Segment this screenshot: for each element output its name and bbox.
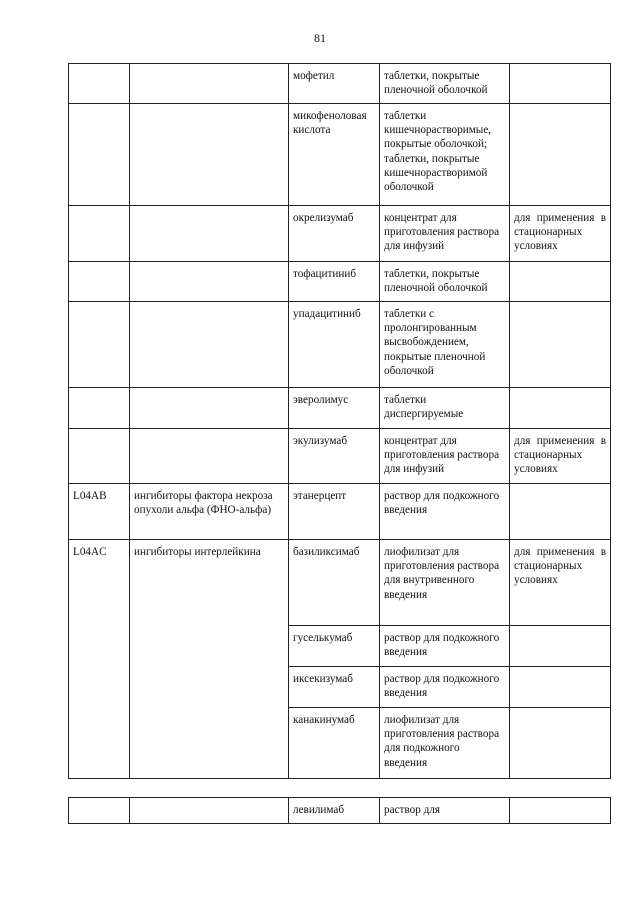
note-cell: для применения в стационарных условиях [510, 206, 611, 262]
note-cell [510, 388, 611, 429]
atc-code-cell [69, 798, 130, 824]
group-cell [130, 388, 289, 429]
group-cell: ингибиторы фактора некроза опухоли альфа (ФНО-альфа) [130, 484, 289, 540]
table-row [69, 104, 611, 206]
drug-name-cell: мофетил [289, 64, 380, 104]
note-cell [510, 798, 611, 824]
note-cell [510, 104, 611, 206]
dosage-form-cell: раствор для подкожного введения [380, 626, 510, 667]
page-number: 81 [314, 31, 326, 45]
atc-code-cell [69, 64, 130, 104]
note-cell: для применения в стационарных условиях [510, 540, 611, 626]
drug-name-cell: иксекизумаб [289, 667, 380, 708]
drug-table [68, 63, 611, 779]
table-row [69, 429, 611, 484]
dosage-form-cell: лиофилизат для приготовления раствора для подкожного введения [380, 708, 510, 779]
atc-code-cell [69, 206, 130, 262]
drug-name-cell: тофацитиниб [289, 262, 380, 302]
note-cell [510, 64, 611, 104]
note-cell [510, 302, 611, 388]
atc-code-cell [69, 302, 130, 388]
note-cell [510, 667, 611, 708]
group-cell [130, 302, 289, 388]
table-row [69, 302, 611, 388]
table-row [69, 262, 611, 302]
drug-name-cell: эверолимус [289, 388, 380, 429]
note-cell [510, 262, 611, 302]
drug-name-cell: канакинумаб [289, 708, 380, 779]
table-row [69, 798, 611, 824]
table-row [69, 388, 611, 429]
dosage-form-cell: таблетки кишечнорастворимые, покрытые оболочкой; таблетки, покрытые кишечнорастворимой оболочкой [380, 104, 510, 206]
atc-code-cell [69, 104, 130, 206]
atc-code-cell [69, 262, 130, 302]
dosage-form-cell: таблетки с пролонгированным высвобождением, покрытые пленочной оболочкой [380, 302, 510, 388]
drug-name-cell: упадацитиниб [289, 302, 380, 388]
note-cell: для применения в стационарных условиях [510, 429, 611, 484]
dosage-form-cell: лиофилизат для приготовления раствора для внутривенного введения [380, 540, 510, 626]
dosage-form-cell: таблетки диспергируемые [380, 388, 510, 429]
drug-name-cell: экулизумаб [289, 429, 380, 484]
group-cell [130, 104, 289, 206]
group-cell [130, 206, 289, 262]
drug-table-continuation [68, 797, 611, 824]
table-row [69, 206, 611, 262]
dosage-form-cell: раствор для подкожного введения [380, 484, 510, 540]
dosage-form-cell: таблетки, покрытые пленочной оболочкой [380, 64, 510, 104]
group-cell [130, 429, 289, 484]
drug-name-cell: этанерцепт [289, 484, 380, 540]
group-cell [130, 64, 289, 104]
group-cell [130, 798, 289, 824]
drug-name-cell: микофеноловая кислота [289, 104, 380, 206]
group-cell [130, 262, 289, 302]
dosage-form-cell: раствор для подкожного введения [380, 667, 510, 708]
dosage-form-cell: концентрат для приготовления раствора для инфузий [380, 429, 510, 484]
atc-code-cell [69, 429, 130, 484]
dosage-form-cell: раствор для [380, 798, 510, 824]
table-row [69, 540, 611, 626]
atc-code-cell [69, 388, 130, 429]
drug-name-cell: окрелизумаб [289, 206, 380, 262]
table-row [69, 64, 611, 104]
atc-code-cell: L04AB [69, 484, 130, 540]
drug-name-cell: базиликсимаб [289, 540, 380, 626]
note-cell [510, 484, 611, 540]
dosage-form-cell: таблетки, покрытые пленочной оболочкой [380, 262, 510, 302]
group-cell: ингибиторы интерлейкина [130, 540, 289, 779]
note-cell [510, 708, 611, 779]
note-cell [510, 626, 611, 667]
dosage-form-cell: концентрат для приготовления раствора для инфузий [380, 206, 510, 262]
drug-name-cell: гуселькумаб [289, 626, 380, 667]
drug-name-cell: левилимаб [289, 798, 380, 824]
table-row [69, 484, 611, 540]
atc-code-cell: L04AC [69, 540, 130, 779]
